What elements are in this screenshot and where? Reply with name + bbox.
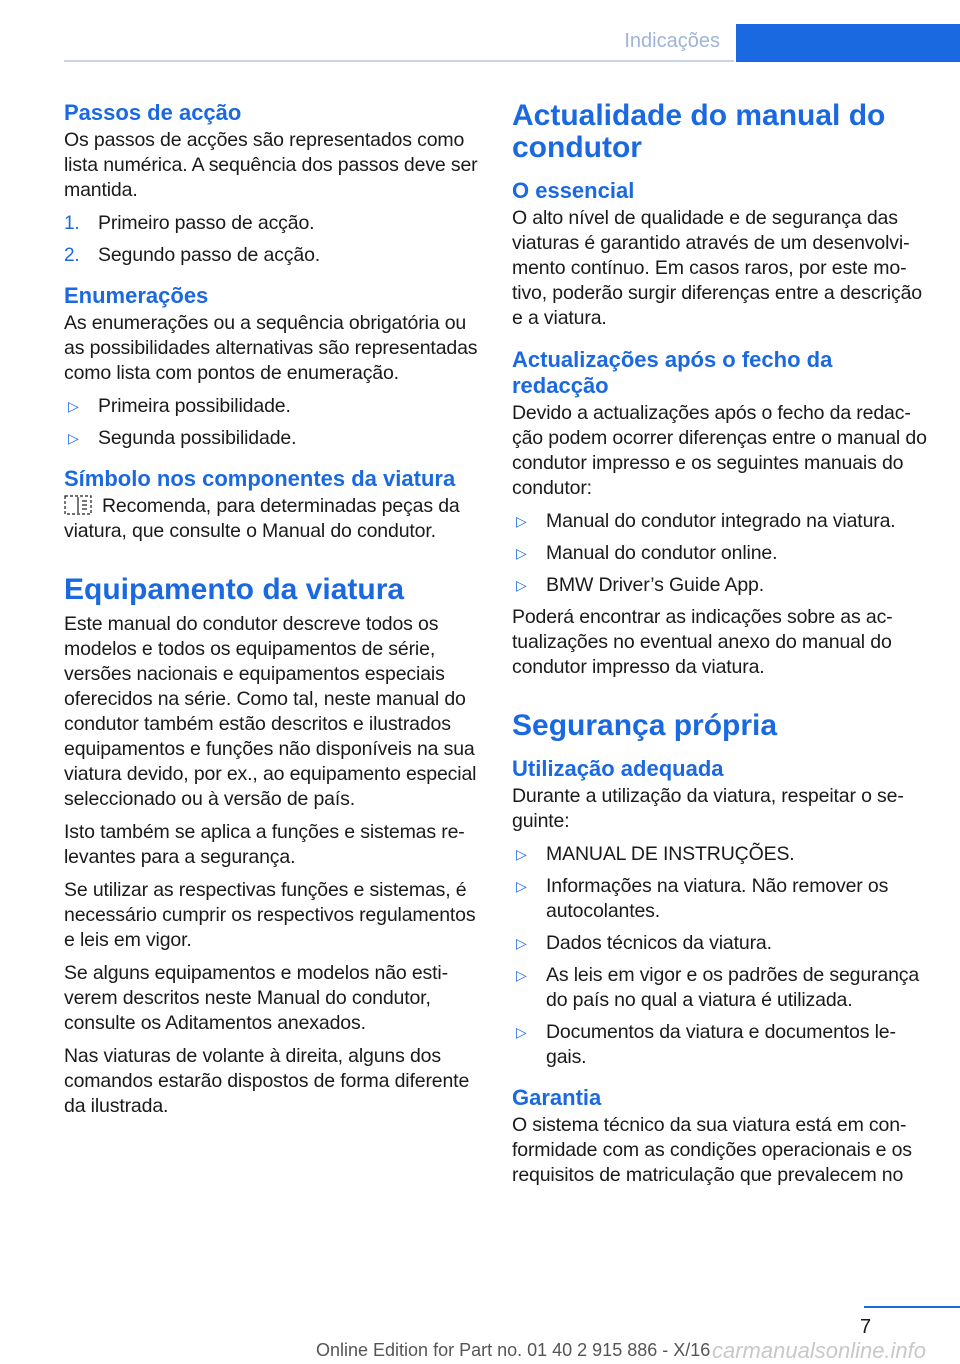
list-item-text: Segunda possibilidade. xyxy=(98,427,297,449)
triangle-right-outline-icon: ▷ xyxy=(516,1024,527,1040)
list-item-text: Informações na viatura. Não remover os autocolantes. xyxy=(546,875,889,922)
list-item-text: Documentos da viatura e documentos legais. xyxy=(546,1021,896,1068)
list-item xyxy=(64,211,480,236)
list-item xyxy=(512,874,928,924)
paragraph: O alto nível de qualidade e de segurança das viaturas é garantido através de um desenvolvimento contínuo. Em casos raros, por este motivo, poderão surgir diferenças entre a descrição e a viatura. xyxy=(512,207,922,329)
paragraph: As enumerações ou a sequência obrigatória ou as possibilidades alternativas são representadas como lista com pontos de enumeração. xyxy=(64,312,478,384)
section-title-garantia: Garantia xyxy=(512,1085,602,1110)
paragraph: Durante a utilização da viatura, respeitar o seguinte: xyxy=(512,785,904,832)
list-item xyxy=(512,963,928,1013)
chapter-title-actualidade: Actualidade do manual do condutor xyxy=(512,99,886,164)
list-item-text: Manual do condutor online. xyxy=(546,542,778,564)
paragraph: Nas viaturas de volante à direita, alguns dos comandos estarão dispostos de forma diferente da ilustrada. xyxy=(64,1045,470,1117)
footer-edition: Online Edition for Part no. 01 40 2 915 886 - X/16 xyxy=(316,1340,711,1360)
list-item xyxy=(512,842,928,867)
list-item-text: BMW Driver’s Guide App. xyxy=(546,574,764,596)
list-number: 2. xyxy=(64,245,80,266)
right-column xyxy=(512,100,928,1196)
list-item-text: Segundo passo de acção. xyxy=(98,244,321,266)
page-number: 7 xyxy=(860,1316,872,1338)
triangle-right-outline-icon: ▷ xyxy=(516,878,527,894)
list-item xyxy=(64,426,480,451)
left-column xyxy=(64,100,480,1127)
paragraph: Devido a actualizações após o fecho da redacção podem ocorrer diferenças entre o manual do condutor impresso e os seguintes manuais do condutor: xyxy=(512,402,927,499)
paragraph: O sistema técnico da sua viatura está em conformidade com as condições operacionais e os requisitos de matriculação que prevalecem no xyxy=(512,1114,912,1186)
running-header-title: Indicações xyxy=(624,30,720,52)
paragraph: Se alguns equipamentos e modelos não estiverem descritos neste Manual do condutor, consulte os Aditamentos anexados. xyxy=(64,962,449,1034)
paragraph: Poderá encontrar as indicações sobre as actualizações no eventual anexo do manual do condutor impresso da viatura. xyxy=(512,606,893,678)
list-item xyxy=(512,573,928,598)
list-item xyxy=(512,541,928,566)
triangle-right-outline-icon: ▷ xyxy=(516,577,527,593)
triangle-right-outline-icon: ▷ xyxy=(68,398,79,414)
triangle-right-outline-icon: ▷ xyxy=(516,935,527,951)
triangle-right-outline-icon: ▷ xyxy=(516,846,527,862)
header-color-block xyxy=(736,24,960,62)
watermark: carmanualsonline.info xyxy=(712,1338,927,1363)
paragraph: Se utilizar as respectivas funções e sistemas, é necessário cumprir os respectivos regulamentos e leis em vigor. xyxy=(64,879,476,951)
list-item-text: Manual do condutor integrado na viatura. xyxy=(546,510,896,532)
list-item xyxy=(512,931,928,956)
chapter-title-equipamento: Equipamento da viatura xyxy=(64,573,405,606)
triangle-right-outline-icon: ▷ xyxy=(516,545,527,561)
chapter-title-seguranca: Segurança própria xyxy=(512,709,778,742)
paragraph-with-icon xyxy=(64,494,480,544)
paragraph: Isto também se aplica a funções e sistemas relevantes para a segurança. xyxy=(64,821,465,868)
list-number: 1. xyxy=(64,213,80,234)
book-icon xyxy=(64,495,92,515)
section-title-simbolo: Símbolo nos componentes da viatura xyxy=(64,466,456,491)
section-title-utilizacao: Utilização adequada xyxy=(512,756,724,781)
section-title-enumeracoes: Enumerações xyxy=(64,283,209,308)
header-rule xyxy=(64,60,734,62)
list-item-text: Primeira possibilidade. xyxy=(98,395,291,417)
list-item-text: MANUAL DE INSTRUÇÕES. xyxy=(546,843,795,865)
paragraph: Este manual do condutor descreve todos os modelos e todos os equipamentos de série, versões nacionais e equipamentos especiais oferecidos na série. Como tal, neste manual do condutor também estão descritos e ilustrados equipamentos e funções não disponíveis na sua viatura devido, por ex., ao equipamento especial seleccionado ou à versão de país. xyxy=(64,613,477,810)
paragraph: Os passos de acções são representados como lista numérica. A sequência dos passos deve ser mantida. xyxy=(64,129,478,201)
triangle-right-outline-icon: ▷ xyxy=(68,430,79,446)
list-item xyxy=(512,1020,928,1070)
list-item xyxy=(64,243,480,268)
triangle-right-outline-icon: ▷ xyxy=(516,967,527,983)
list-item-text: As leis em vigor e os padrões de segurança do país no qual a viatura é utilizada. xyxy=(546,964,920,1011)
section-title-passos: Passos de acção xyxy=(64,100,242,125)
list-item-text: Dados técnicos da viatura. xyxy=(546,932,772,954)
list-item xyxy=(64,394,480,419)
paragraph-text: Recomenda, para determinadas peças da viatura, que consulte o Manual do condutor. xyxy=(64,495,460,542)
footer-rule xyxy=(864,1306,960,1308)
list-item-text: Primeiro passo de acção. xyxy=(98,212,315,234)
section-title-essencial: O essencial xyxy=(512,178,635,203)
list-item xyxy=(512,509,928,534)
triangle-right-outline-icon: ▷ xyxy=(516,513,527,529)
section-title-actualizacoes: Actualizações após o fecho da redacção xyxy=(512,347,833,398)
